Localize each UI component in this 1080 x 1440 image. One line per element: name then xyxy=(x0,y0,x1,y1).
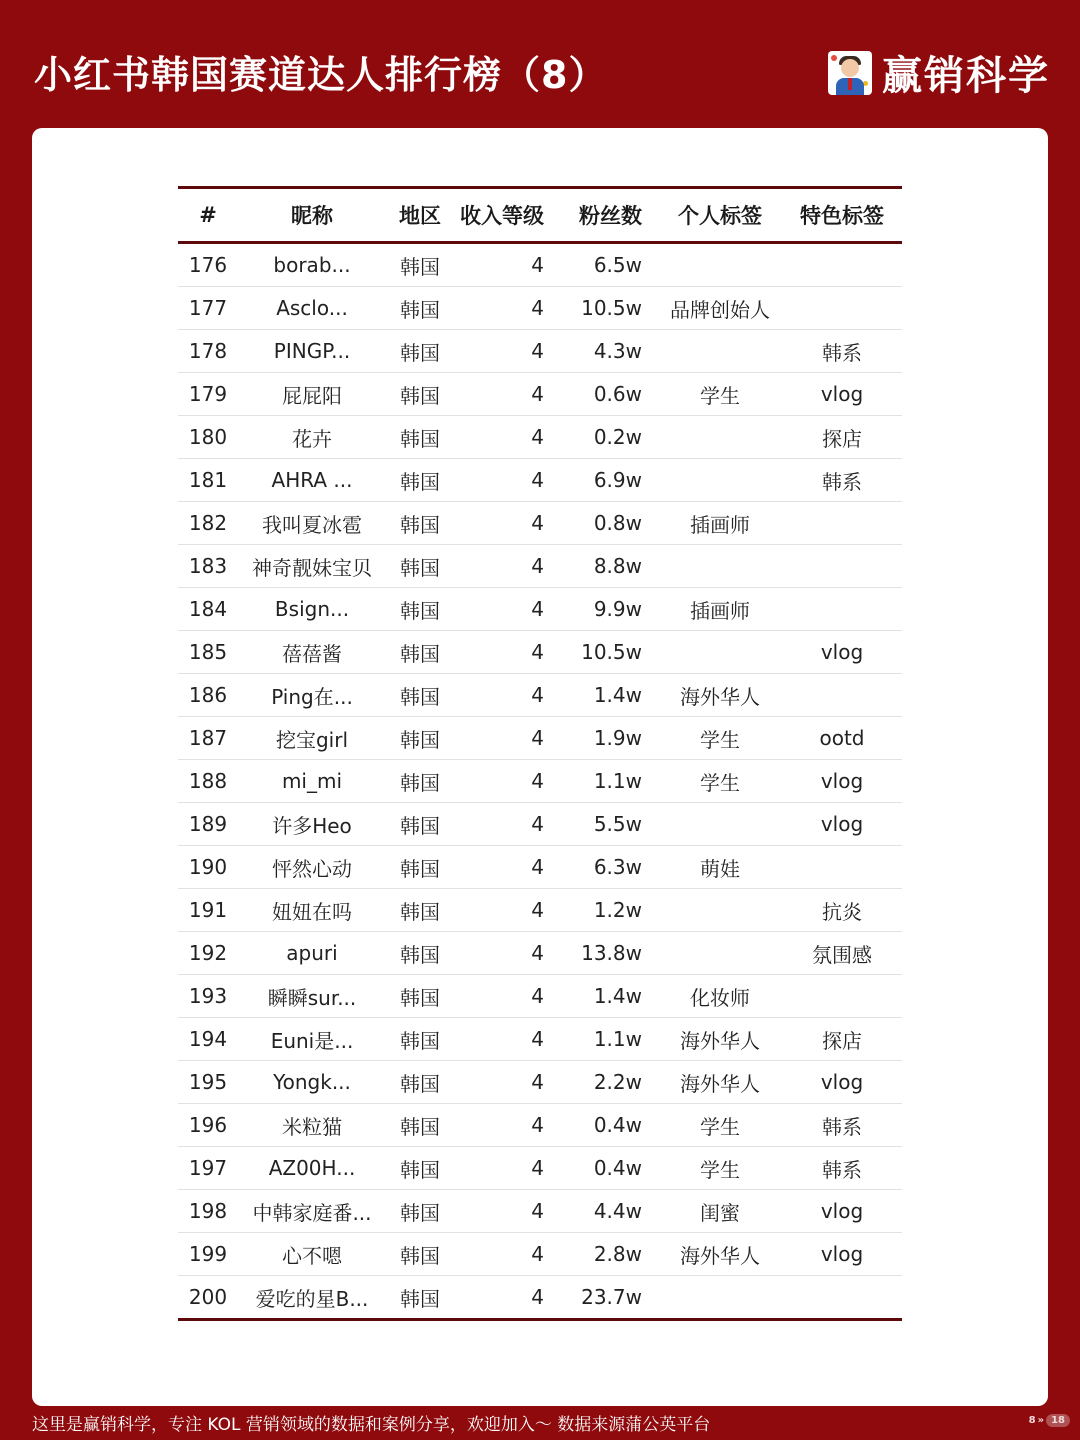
cell-personal-tag xyxy=(658,932,782,975)
table-row xyxy=(178,502,902,545)
cell-fans: 0.2w xyxy=(554,416,658,459)
cell-feature-tag: ootd xyxy=(782,717,902,760)
header-col-personal-tag: 个人标签 xyxy=(658,188,782,243)
cell-region: 韩国 xyxy=(386,545,454,588)
table-row xyxy=(178,416,902,459)
cell-level: 4 xyxy=(454,760,554,803)
cell-level: 4 xyxy=(454,932,554,975)
cell-region: 韩国 xyxy=(386,373,454,416)
cell-region: 韩国 xyxy=(386,975,454,1018)
cell-level: 4 xyxy=(454,674,554,717)
cell-feature-tag xyxy=(782,846,902,889)
cell-rank: 179 xyxy=(178,373,238,416)
cell-nickname: AHRA ... xyxy=(238,459,386,502)
cell-fans: 10.5w xyxy=(554,287,658,330)
cell-feature-tag: 韩系 xyxy=(782,459,902,502)
cell-nickname: mi_mi xyxy=(238,760,386,803)
cell-region: 韩国 xyxy=(386,846,454,889)
cell-fans: 6.3w xyxy=(554,846,658,889)
cell-personal-tag: 插画师 xyxy=(658,588,782,631)
cell-region: 韩国 xyxy=(386,1018,454,1061)
cell-region: 韩国 xyxy=(386,1104,454,1147)
cell-personal-tag: 插画师 xyxy=(658,502,782,545)
brand-name: 赢销科学 xyxy=(882,53,1050,99)
cell-level: 4 xyxy=(454,1147,554,1190)
cell-rank: 195 xyxy=(178,1061,238,1104)
cell-feature-tag: vlog xyxy=(782,1233,902,1276)
cell-fans: 2.2w xyxy=(554,1061,658,1104)
cell-nickname: 花卉 xyxy=(238,416,386,459)
cell-rank: 190 xyxy=(178,846,238,889)
cell-feature-tag: 韩系 xyxy=(782,1104,902,1147)
cell-personal-tag xyxy=(658,803,782,846)
cell-nickname: 许多Heo xyxy=(238,803,386,846)
cell-rank: 198 xyxy=(178,1190,238,1233)
cell-level: 4 xyxy=(454,1190,554,1233)
table-row xyxy=(178,1061,902,1104)
ranking-table xyxy=(178,186,902,1321)
cell-rank: 193 xyxy=(178,975,238,1018)
table-row xyxy=(178,243,902,287)
cell-fans: 1.1w xyxy=(554,760,658,803)
cell-nickname: 怦然心动 xyxy=(238,846,386,889)
cell-level: 4 xyxy=(454,1061,554,1104)
table-row xyxy=(178,545,902,588)
cell-rank: 182 xyxy=(178,502,238,545)
cell-personal-tag: 学生 xyxy=(658,1104,782,1147)
page-separator: » xyxy=(1037,1415,1045,1426)
cell-fans: 1.4w xyxy=(554,975,658,1018)
cell-rank: 200 xyxy=(188,1285,228,1309)
cell-personal-tag: 闺蜜 xyxy=(658,1190,782,1233)
table-row xyxy=(178,1018,902,1061)
header-col-income-level: 收入等级 xyxy=(454,188,554,243)
cell-level: 4 xyxy=(454,803,554,846)
cell-nickname: 我叫夏冰雹 xyxy=(238,502,386,545)
cartoon-man-icon xyxy=(828,51,872,95)
table-row xyxy=(178,631,902,674)
cell-feature-tag: vlog xyxy=(782,760,902,803)
cell-fans: 0.6w xyxy=(554,373,658,416)
cell-nickname: Ping在... xyxy=(238,674,386,717)
cell-region: 韩国 xyxy=(386,459,454,502)
table-row xyxy=(178,674,902,717)
table-row xyxy=(178,588,902,631)
cell-personal-tag: 学生 xyxy=(658,373,782,416)
table-row xyxy=(178,760,902,803)
cell-fans: 8.8w xyxy=(554,545,658,588)
cell-nickname: Yongk... xyxy=(238,1061,386,1104)
cell-rank: 197 xyxy=(178,1147,238,1190)
cell-fans: 13.8w xyxy=(554,932,658,975)
table-header xyxy=(178,188,902,243)
cell-fans: 2.8w xyxy=(554,1233,658,1276)
cell-personal-tag: 海外华人 xyxy=(658,1061,782,1104)
cell-level: 4 xyxy=(454,243,554,287)
cell-nickname: 神奇靓妹宝贝 xyxy=(238,545,386,588)
cell-fans: 0.8w xyxy=(554,502,658,545)
cell-fans: 9.9w xyxy=(554,588,658,631)
cell-personal-tag: 学生 xyxy=(658,717,782,760)
cell-fans: 5.5w xyxy=(554,803,658,846)
cell-feature-tag: 探店 xyxy=(782,416,902,459)
content-card xyxy=(32,128,1048,1406)
cell-personal-tag: 学生 xyxy=(658,760,782,803)
cell-feature-tag: 抗炎 xyxy=(782,889,902,932)
cell-region: 韩国 xyxy=(386,889,454,932)
cell-personal-tag: 学生 xyxy=(658,1147,782,1190)
cell-feature-tag xyxy=(782,674,902,717)
table-row xyxy=(178,889,902,932)
cell-nickname: Euni是... xyxy=(238,1018,386,1061)
cell-nickname: 中韩家庭番... xyxy=(238,1190,386,1233)
cell-region: 韩国 xyxy=(386,1233,454,1276)
cell-nickname: 屁屁阳 xyxy=(238,373,386,416)
cell-personal-tag xyxy=(658,889,782,932)
header-col-feature-tag: 特色标签 xyxy=(782,188,902,243)
header-col-region: 地区 xyxy=(386,188,454,243)
cell-level: 4 xyxy=(454,846,554,889)
cell-feature-tag: 探店 xyxy=(782,1018,902,1061)
cell-feature-tag xyxy=(782,1276,902,1320)
cell-rank: 192 xyxy=(178,932,238,975)
cell-level: 4 xyxy=(454,1104,554,1147)
table-row xyxy=(178,975,902,1018)
cell-region: 韩国 xyxy=(386,502,454,545)
cell-fans: 1.1w xyxy=(554,1018,658,1061)
cell-feature-tag xyxy=(782,545,902,588)
cell-nickname: 瞬瞬sur... xyxy=(238,975,386,1018)
cell-personal-tag xyxy=(658,416,782,459)
cell-nickname: PINGP... xyxy=(238,330,386,373)
cell-nickname: Asclo... xyxy=(238,287,386,330)
cell-rank: 180 xyxy=(178,416,238,459)
cell-level: 4 xyxy=(454,588,554,631)
cell-rank: 194 xyxy=(178,1018,238,1061)
table-row xyxy=(178,1276,902,1320)
cell-region: 韩国 xyxy=(386,1190,454,1233)
cell-feature-tag: 韩系 xyxy=(782,330,902,373)
cell-nickname: 挖宝girl xyxy=(238,717,386,760)
cell-rank: 183 xyxy=(178,545,238,588)
page-title: 小红书韩国赛道达人排行榜（8） xyxy=(34,53,608,97)
cell-fans: 4.3w xyxy=(554,330,658,373)
cell-region: 韩国 xyxy=(386,287,454,330)
cell-nickname: 妞妞在吗 xyxy=(238,889,386,932)
cell-personal-tag xyxy=(658,330,782,373)
cell-level: 4 xyxy=(454,459,554,502)
cell-personal-tag: 萌娃 xyxy=(658,846,782,889)
cell-region: 韩国 xyxy=(386,1061,454,1104)
cell-personal-tag: 化妆师 xyxy=(658,975,782,1018)
cell-level: 4 xyxy=(531,1285,544,1309)
cell-region: 韩国 xyxy=(386,674,454,717)
header-col-nickname: 昵称 xyxy=(238,188,386,243)
table-row xyxy=(178,1190,902,1233)
cell-feature-tag xyxy=(782,287,902,330)
cell-fans: 6.9w xyxy=(554,459,658,502)
cell-feature-tag: vlog xyxy=(782,373,902,416)
cell-personal-tag: 海外华人 xyxy=(658,1018,782,1061)
cell-feature-tag: vlog xyxy=(782,631,902,674)
cell-rank: 176 xyxy=(178,243,238,287)
cell-rank: 186 xyxy=(178,674,238,717)
table-row xyxy=(178,932,902,975)
cell-nickname: 米粒猫 xyxy=(238,1104,386,1147)
cell-level: 4 xyxy=(454,975,554,1018)
cell-region: 韩国 xyxy=(386,330,454,373)
cell-feature-tag: vlog xyxy=(782,1061,902,1104)
table-row xyxy=(178,1233,902,1276)
table-row xyxy=(178,846,902,889)
cell-feature-tag: 氛围感 xyxy=(782,932,902,975)
table-row xyxy=(178,287,902,330)
cell-personal-tag xyxy=(658,243,782,287)
cell-level: 4 xyxy=(454,1018,554,1061)
cell-region: 韩国 xyxy=(386,243,454,287)
table-row xyxy=(178,717,902,760)
cell-rank: 181 xyxy=(178,459,238,502)
cell-personal-tag xyxy=(658,1276,782,1320)
cell-rank: 187 xyxy=(178,717,238,760)
cell-level: 4 xyxy=(454,373,554,416)
cell-nickname: 心不嗯 xyxy=(238,1233,386,1276)
cell-feature-tag: vlog xyxy=(782,1190,902,1233)
cell-level: 4 xyxy=(454,889,554,932)
cell-feature-tag xyxy=(782,975,902,1018)
cell-region: 韩国 xyxy=(386,760,454,803)
cell-rank: 178 xyxy=(178,330,238,373)
cell-region: 韩国 xyxy=(386,803,454,846)
table-row xyxy=(178,459,902,502)
table-row xyxy=(178,1104,902,1147)
table-body xyxy=(178,243,902,1320)
cell-rank: 188 xyxy=(178,760,238,803)
cell-rank: 199 xyxy=(178,1233,238,1276)
table-row xyxy=(178,803,902,846)
cell-personal-tag xyxy=(658,545,782,588)
cell-feature-tag xyxy=(782,243,902,287)
cell-rank: 189 xyxy=(178,803,238,846)
cell-level: 4 xyxy=(454,545,554,588)
cell-feature-tag xyxy=(782,502,902,545)
cell-nickname: 蓓蓓酱 xyxy=(238,631,386,674)
cell-level: 4 xyxy=(454,287,554,330)
cell-fans: 23.7w xyxy=(581,1285,642,1309)
cell-rank: 191 xyxy=(178,889,238,932)
cell-fans: 0.4w xyxy=(554,1147,658,1190)
cell-rank: 185 xyxy=(178,631,238,674)
page-current: 8 xyxy=(1028,1415,1036,1426)
cell-fans: 4.4w xyxy=(554,1190,658,1233)
header-col-fans: 粉丝数 xyxy=(554,188,658,243)
cell-rank: 184 xyxy=(178,588,238,631)
cell-fans: 1.4w xyxy=(554,674,658,717)
cell-feature-tag: vlog xyxy=(782,803,902,846)
cell-level: 4 xyxy=(454,717,554,760)
cell-fans: 0.4w xyxy=(554,1104,658,1147)
cell-region: 韩国 xyxy=(386,932,454,975)
cell-fans: 6.5w xyxy=(554,243,658,287)
table-row xyxy=(178,1147,902,1190)
cell-personal-tag xyxy=(658,631,782,674)
cell-region: 韩国 xyxy=(386,631,454,674)
cell-region: 韩国 xyxy=(386,588,454,631)
cell-level: 4 xyxy=(454,330,554,373)
cell-level: 4 xyxy=(454,416,554,459)
footer-text: 这里是赢销科学，专注 KOL 营销领域的数据和案例分享，欢迎加入～ 数据来源蒲公英平台 xyxy=(32,1415,711,1435)
cell-fans: 1.9w xyxy=(554,717,658,760)
cell-region: 韩国 xyxy=(400,1286,440,1311)
brand-logo xyxy=(828,44,1050,101)
cell-level: 4 xyxy=(454,631,554,674)
cell-fans: 10.5w xyxy=(554,631,658,674)
cell-nickname: Bsign... xyxy=(238,588,386,631)
cell-personal-tag: 品牌创始人 xyxy=(658,287,782,330)
table-row xyxy=(178,373,902,416)
cell-rank: 196 xyxy=(178,1104,238,1147)
page-indicator xyxy=(1029,1414,1070,1427)
cell-feature-tag xyxy=(782,588,902,631)
cell-personal-tag xyxy=(658,459,782,502)
cell-nickname: AZ00H... xyxy=(238,1147,386,1190)
cell-region: 韩国 xyxy=(386,416,454,459)
cell-nickname: 爱吃的星B... xyxy=(255,1286,369,1311)
table-row xyxy=(178,330,902,373)
cell-personal-tag: 海外华人 xyxy=(658,674,782,717)
cell-nickname: apuri xyxy=(238,932,386,975)
cell-region: 韩国 xyxy=(386,717,454,760)
cell-level: 4 xyxy=(454,502,554,545)
cell-fans: 1.2w xyxy=(554,889,658,932)
header-col-rank: # xyxy=(178,188,238,243)
cell-personal-tag: 海外华人 xyxy=(658,1233,782,1276)
cell-feature-tag: 韩系 xyxy=(782,1147,902,1190)
cell-rank: 177 xyxy=(178,287,238,330)
page-total: 18 xyxy=(1046,1414,1070,1427)
cell-level: 4 xyxy=(454,1233,554,1276)
cell-region: 韩国 xyxy=(386,1147,454,1190)
cell-nickname: borab... xyxy=(238,243,386,287)
